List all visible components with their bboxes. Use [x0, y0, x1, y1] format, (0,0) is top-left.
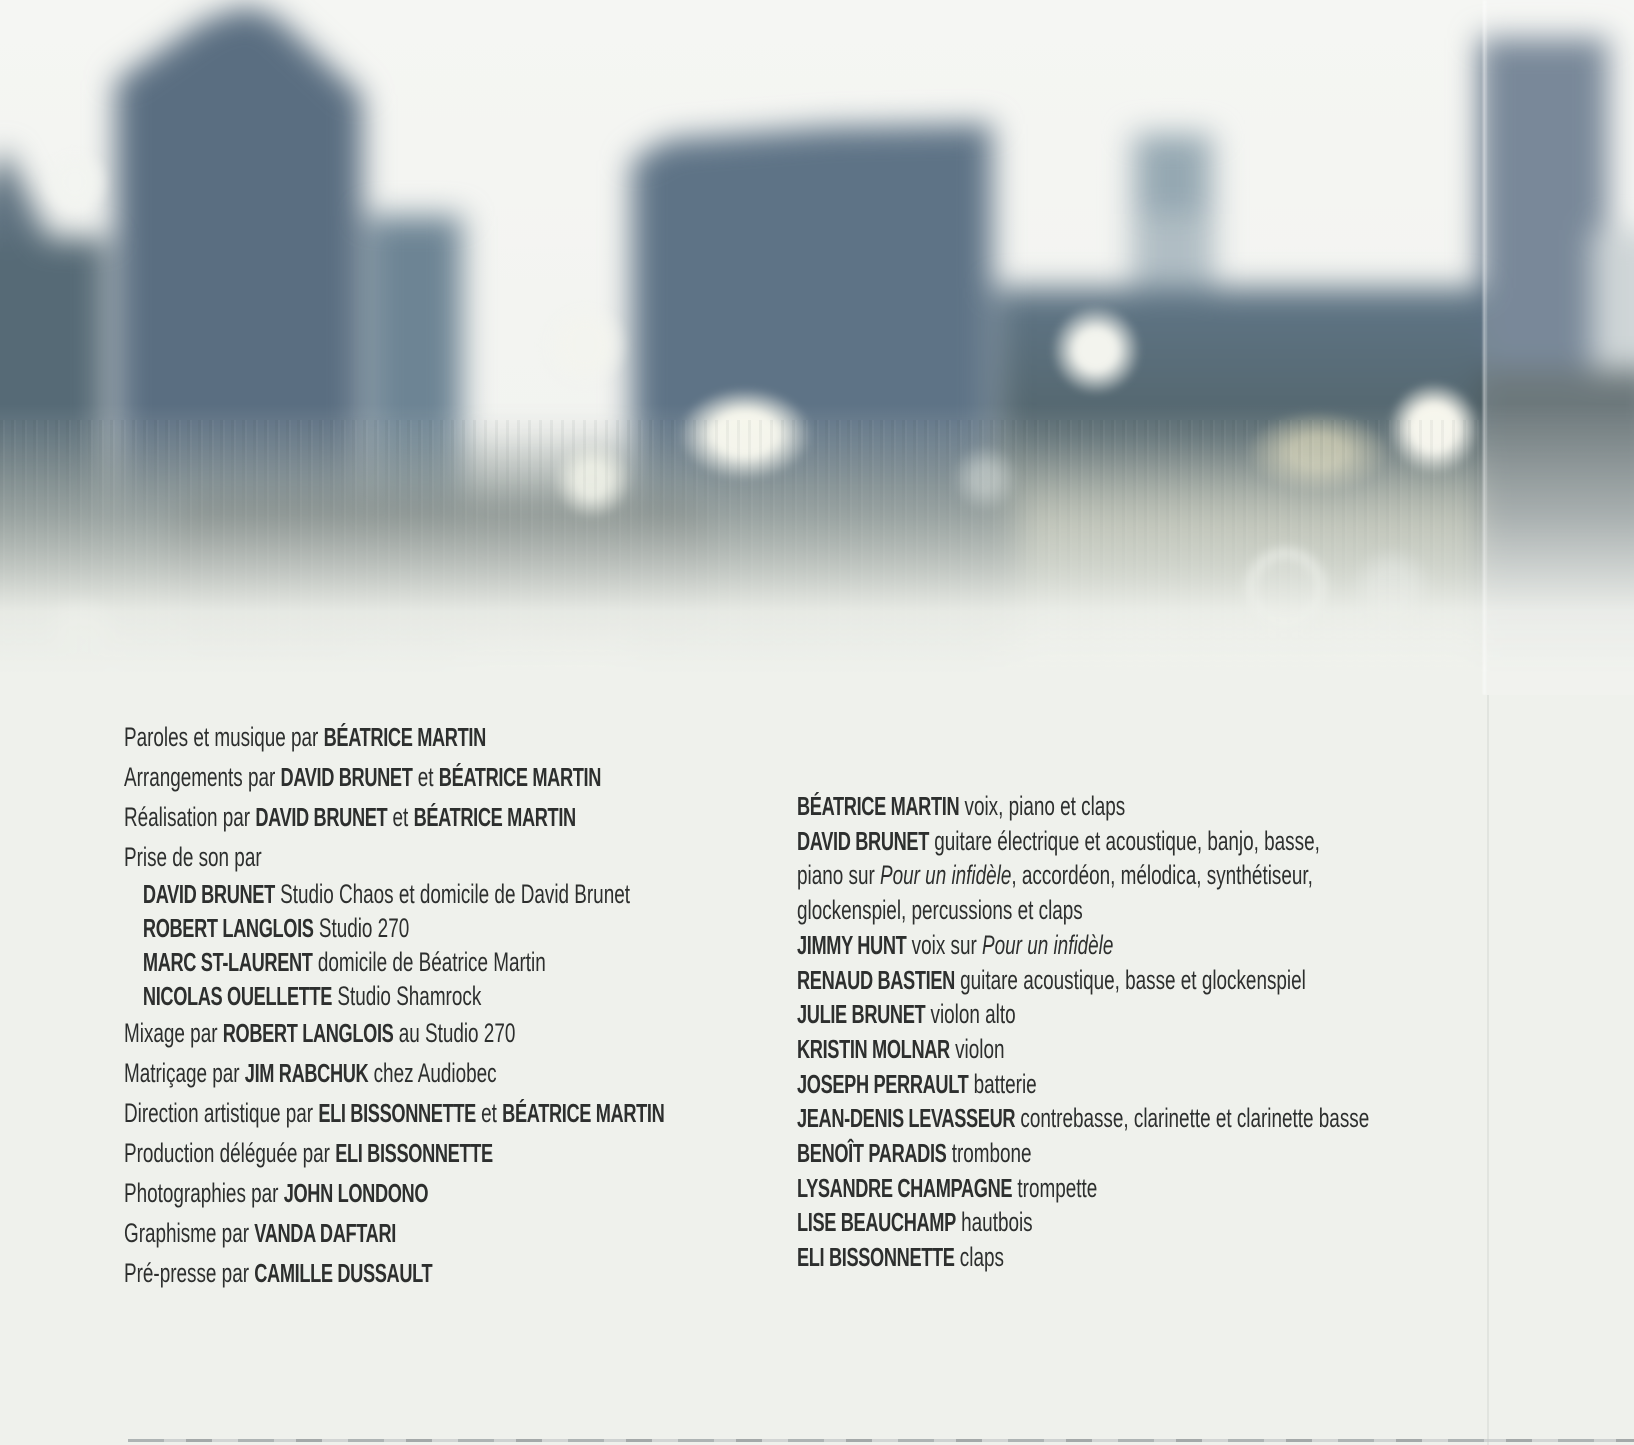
credit-line [124, 757, 664, 797]
credit-text: et [475, 1098, 503, 1128]
credit-line [124, 877, 664, 911]
credit-text: Arrangements par [124, 762, 281, 792]
credit-line [797, 824, 1369, 928]
credit-text: et [387, 802, 414, 832]
credit-person-name: ELI BISSONNETTE [335, 1138, 493, 1168]
credit-person-name: KRISTIN MOLNAR [797, 1033, 950, 1064]
credit-text: guitare acoustique, basse et glockenspiel [954, 964, 1306, 995]
credit-line [124, 979, 664, 1013]
credit-person-name: MARC ST-LAURENT [142, 947, 313, 977]
credit-line [124, 1133, 664, 1173]
credit-line [797, 1067, 1369, 1102]
credit-line [797, 928, 1369, 963]
credit-text: Production déléguée par [124, 1138, 336, 1168]
credit-line [797, 1101, 1369, 1136]
credit-line [124, 911, 664, 945]
credit-person-name: LISE BEAUCHAMP [797, 1207, 956, 1238]
scan-edge-line [128, 1439, 1634, 1442]
booklet-flap-tint [1486, 0, 1634, 695]
credit-text: glockenspiel, percussions et claps [797, 895, 1083, 926]
credit-text: violon [949, 1033, 1005, 1064]
credit-person-name: ELI BISSONNETTE [797, 1242, 955, 1273]
credit-text: Paroles et musique par [124, 722, 324, 752]
credit-text: guitare électrique et acoustique, banjo, basse, [928, 825, 1320, 856]
credit-person-name: JULIE BRUNET [797, 999, 926, 1030]
credit-text: trombone [946, 1138, 1032, 1169]
credit-line [124, 797, 664, 837]
credit-text: Pré-presse par [124, 1258, 255, 1288]
credit-person-name: DAVID BRUNET [142, 879, 275, 909]
booklet-fold-line-lower [1487, 695, 1489, 1445]
credit-text: voix sur [906, 929, 983, 960]
credit-text: Studio Chaos et domicile de David Brunet [274, 879, 630, 909]
credit-text: au Studio 270 [393, 1018, 516, 1048]
credit-line [797, 1032, 1369, 1067]
credit-person-name: JEAN-DENIS LEVASSEUR [797, 1103, 1016, 1134]
credit-line [797, 1240, 1369, 1275]
credit-line [797, 1205, 1369, 1240]
performer-credits [797, 789, 1614, 1275]
credit-text: , accordéon, mélodica, synthétiseur, [1011, 860, 1313, 891]
credit-line [124, 1013, 664, 1053]
credit-text: Studio Shamrock [332, 981, 482, 1011]
credit-line [797, 1171, 1369, 1206]
credit-line [797, 1136, 1369, 1171]
credit-person-name: BÉATRICE MARTIN [413, 802, 576, 832]
credit-person-name: CAMILLE DUSSAULT [254, 1258, 433, 1288]
credit-line [124, 945, 664, 979]
credit-line [124, 1053, 664, 1093]
credit-text: Mixage par [124, 1018, 223, 1048]
credit-person-name: VANDA DAFTARI [254, 1218, 396, 1248]
production-credits [124, 717, 896, 1293]
credit-text: Studio 270 [313, 913, 410, 943]
credit-text: voix, piano et claps [959, 791, 1126, 821]
credit-person-name: BÉATRICE MARTIN [797, 791, 960, 821]
credit-line [124, 717, 664, 757]
credit-person-name: BENOÎT PARADIS [797, 1138, 947, 1169]
credit-text: Pour un infidèle [982, 929, 1114, 960]
credit-text: Pour un infidèle [880, 860, 1012, 891]
credit-line [797, 789, 1369, 824]
credit-text: domicile de Béatrice Martin [312, 947, 546, 977]
credit-line [797, 997, 1369, 1032]
credit-text: violon alto [925, 999, 1016, 1030]
credit-person-name: BÉATRICE MARTIN [438, 762, 602, 792]
credit-text: piano sur [797, 860, 881, 891]
credit-line [124, 1253, 664, 1293]
credit-person-name: JOHN LONDONO [283, 1178, 429, 1208]
credit-line [124, 837, 664, 877]
credit-line [797, 963, 1369, 998]
credit-text: trompette [1012, 1172, 1098, 1203]
credit-person-name: ROBERT LANGLOIS [142, 913, 314, 943]
credit-text: claps [954, 1242, 1004, 1273]
credit-text: Photographies par [124, 1178, 284, 1208]
credit-person-name: DAVID BRUNET [280, 762, 413, 792]
credit-person-name: JIMMY HUNT [797, 929, 907, 960]
credit-person-name: JIM RABCHUK [244, 1058, 369, 1088]
credit-text: et [412, 762, 439, 792]
credit-person-name: BÉATRICE MARTIN [502, 1098, 665, 1128]
credit-text: batterie [968, 1068, 1037, 1099]
credit-line [124, 1093, 664, 1133]
credit-line [124, 1213, 664, 1253]
credit-text: Réalisation par [124, 802, 256, 832]
credit-person-name: DAVID BRUNET [255, 802, 388, 832]
credit-person-name: DAVID BRUNET [797, 825, 929, 856]
credit-person-name: JOSEPH PERRAULT [797, 1068, 969, 1099]
credit-text: Direction artistique par [124, 1098, 319, 1128]
credit-text: Prise de son par [124, 842, 262, 872]
credit-person-name: RENAUD BASTIEN [797, 964, 955, 995]
credit-text: contrebasse, clarinette et clarinette basse [1015, 1103, 1370, 1134]
credit-person-name: NICOLAS OUELLETTE [142, 981, 333, 1011]
skyline-photo [0, 0, 1634, 695]
credit-person-name: ROBERT LANGLOIS [222, 1018, 394, 1048]
credit-text: chez Audiobec [368, 1058, 497, 1088]
credit-person-name: LYSANDRE CHAMPAGNE [797, 1172, 1013, 1203]
credit-text: Graphisme par [124, 1218, 255, 1248]
credit-person-name: ELI BISSONNETTE [318, 1098, 476, 1128]
credit-text: Matriçage par [124, 1058, 245, 1088]
photo-bottom-fade [0, 0, 1634, 695]
credit-person-name: BÉATRICE MARTIN [323, 722, 486, 752]
credit-line [124, 1173, 664, 1213]
credit-text: hautbois [955, 1207, 1033, 1238]
